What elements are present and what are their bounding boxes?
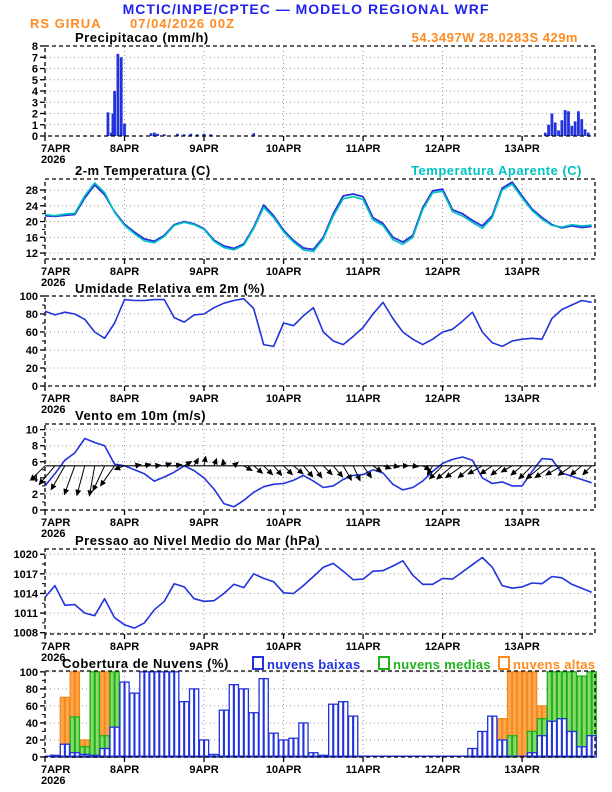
svg-text:9APR: 9APR	[189, 393, 219, 405]
svg-text:2026: 2026	[41, 404, 66, 416]
svg-text:9APR: 9APR	[189, 266, 219, 278]
svg-text:12APR: 12APR	[424, 393, 461, 405]
svg-text:24: 24	[25, 200, 38, 213]
svg-text:2026: 2026	[41, 652, 66, 664]
panel-umidade	[20, 291, 595, 416]
svg-text:80: 80	[25, 683, 38, 696]
panel-title-precipitacao: Precipitacao (mm/h)	[75, 30, 209, 45]
svg-text:60: 60	[25, 327, 38, 339]
svg-text:2026: 2026	[41, 154, 66, 166]
svg-text:0: 0	[31, 131, 38, 143]
svg-text:7APR: 7APR	[41, 393, 71, 405]
svg-text:2026: 2026	[41, 775, 66, 787]
svg-text:1011: 1011	[14, 608, 38, 621]
svg-text:12: 12	[25, 248, 38, 261]
svg-text:100: 100	[19, 291, 38, 303]
svg-text:0: 0	[31, 752, 38, 764]
svg-text:11APR: 11APR	[345, 393, 381, 405]
svg-text:20: 20	[25, 734, 38, 747]
svg-text:13APR: 13APR	[504, 266, 540, 278]
page-title: MCTIC/INPE/CPTEC — MODELO REGIONAL WRF	[122, 1, 490, 17]
svg-text:1014: 1014	[13, 588, 38, 601]
panel-precipitacao	[32, 41, 595, 166]
svg-text:2026: 2026	[41, 528, 66, 540]
svg-text:20: 20	[25, 363, 38, 375]
svg-text:7APR: 7APR	[41, 641, 71, 653]
svg-text:8APR: 8APR	[109, 143, 140, 155]
svg-text:2026: 2026	[41, 277, 66, 289]
svg-text:13APR: 13APR	[504, 764, 540, 776]
svg-text:12APR: 12APR	[424, 517, 461, 529]
svg-text:0: 0	[31, 505, 38, 517]
svg-text:12APR: 12APR	[424, 641, 461, 653]
svg-text:40: 40	[25, 345, 38, 357]
svg-text:1008: 1008	[13, 627, 38, 640]
svg-text:13APR: 13APR	[504, 641, 540, 653]
svg-text:7: 7	[31, 52, 38, 65]
svg-text:1020: 1020	[13, 549, 38, 562]
svg-text:12APR: 12APR	[424, 764, 461, 776]
svg-text:100: 100	[19, 666, 38, 679]
svg-text:10APR: 10APR	[265, 517, 302, 529]
svg-text:7APR: 7APR	[41, 143, 71, 155]
legend-temperatura-aparente: Temperatura Aparente (C)	[411, 163, 582, 178]
wind-arrows	[31, 457, 592, 495]
svg-text:8: 8	[31, 440, 38, 453]
panel-nuvens	[20, 667, 597, 787]
legend-label-medias: nuvens medias	[393, 657, 491, 672]
svg-text:16: 16	[25, 232, 38, 245]
legend-label-altas: nuvens altas	[513, 657, 596, 672]
svg-text:1017: 1017	[13, 568, 38, 581]
svg-text:11APR: 11APR	[345, 641, 381, 653]
svg-text:11APR: 11APR	[345, 266, 381, 278]
svg-text:8APR: 8APR	[109, 266, 140, 278]
umidade-line	[45, 299, 592, 347]
legend-label-baixas: nuvens baixas	[267, 657, 361, 672]
panel-temperatura	[26, 179, 595, 289]
panel-title-nuvens: Cobertura de Nuvens (%)	[62, 656, 229, 671]
svg-text:40: 40	[25, 717, 38, 730]
svg-text:10APR: 10APR	[265, 764, 302, 776]
svg-text:28: 28	[25, 185, 38, 198]
run-datetime: 07/04/2026 00Z	[130, 16, 236, 31]
panel-vento	[26, 424, 595, 540]
svg-text:11APR: 11APR	[345, 143, 381, 155]
svg-text:60: 60	[25, 700, 38, 713]
station-name: RS GIRUA	[30, 16, 102, 31]
svg-text:8APR: 8APR	[109, 517, 140, 529]
svg-text:9APR: 9APR	[189, 517, 219, 529]
svg-text:0: 0	[31, 381, 38, 393]
svg-text:12APR: 12APR	[424, 266, 461, 278]
svg-text:6: 6	[31, 456, 38, 469]
svg-text:9APR: 9APR	[189, 764, 219, 776]
svg-text:13APR: 13APR	[504, 143, 540, 155]
panel-title-pressao: Pressao ao Nivel Medio do Mar (hPa)	[75, 533, 321, 548]
svg-text:8: 8	[31, 41, 38, 53]
panel-title-temperatura: 2-m Temperatura (C)	[75, 163, 211, 178]
svg-text:2: 2	[31, 488, 38, 501]
svg-text:8APR: 8APR	[109, 764, 140, 776]
svg-text:8APR: 8APR	[109, 641, 140, 653]
svg-text:6: 6	[31, 63, 38, 76]
svg-text:3: 3	[31, 97, 38, 110]
svg-text:9APR: 9APR	[189, 641, 219, 653]
svg-text:10APR: 10APR	[265, 266, 302, 278]
svg-text:20: 20	[25, 216, 38, 229]
svg-text:2: 2	[31, 108, 38, 121]
svg-text:12APR: 12APR	[424, 143, 461, 155]
temp-2m-line	[45, 182, 592, 249]
precipitacao-bars	[107, 54, 590, 136]
svg-text:10APR: 10APR	[265, 641, 302, 653]
station-location: 54.3497W 28.0283S 429m	[411, 30, 578, 45]
svg-text:13APR: 13APR	[504, 393, 540, 405]
svg-text:4: 4	[31, 472, 38, 485]
panel-title-umidade: Umidade Relativa em 2m (%)	[75, 281, 266, 296]
svg-text:13APR: 13APR	[504, 517, 540, 529]
svg-text:7APR: 7APR	[41, 517, 71, 529]
svg-text:7APR: 7APR	[41, 764, 71, 776]
svg-text:7APR: 7APR	[41, 266, 71, 278]
svg-text:5: 5	[31, 74, 38, 87]
svg-text:80: 80	[25, 309, 38, 321]
svg-text:10: 10	[25, 424, 38, 437]
svg-text:9APR: 9APR	[189, 143, 219, 155]
svg-text:8APR: 8APR	[109, 393, 140, 405]
svg-text:4: 4	[31, 86, 38, 98]
svg-text:10APR: 10APR	[265, 143, 302, 155]
svg-text:11APR: 11APR	[345, 764, 381, 776]
panel-title-vento: Vento em 10m (m/s)	[75, 408, 207, 423]
temp-aparente-line	[45, 183, 592, 252]
svg-text:10APR: 10APR	[265, 393, 302, 405]
svg-text:11APR: 11APR	[345, 517, 381, 529]
pressao-line	[45, 558, 592, 629]
svg-text:1: 1	[31, 119, 38, 132]
panel-pressao	[14, 549, 595, 664]
